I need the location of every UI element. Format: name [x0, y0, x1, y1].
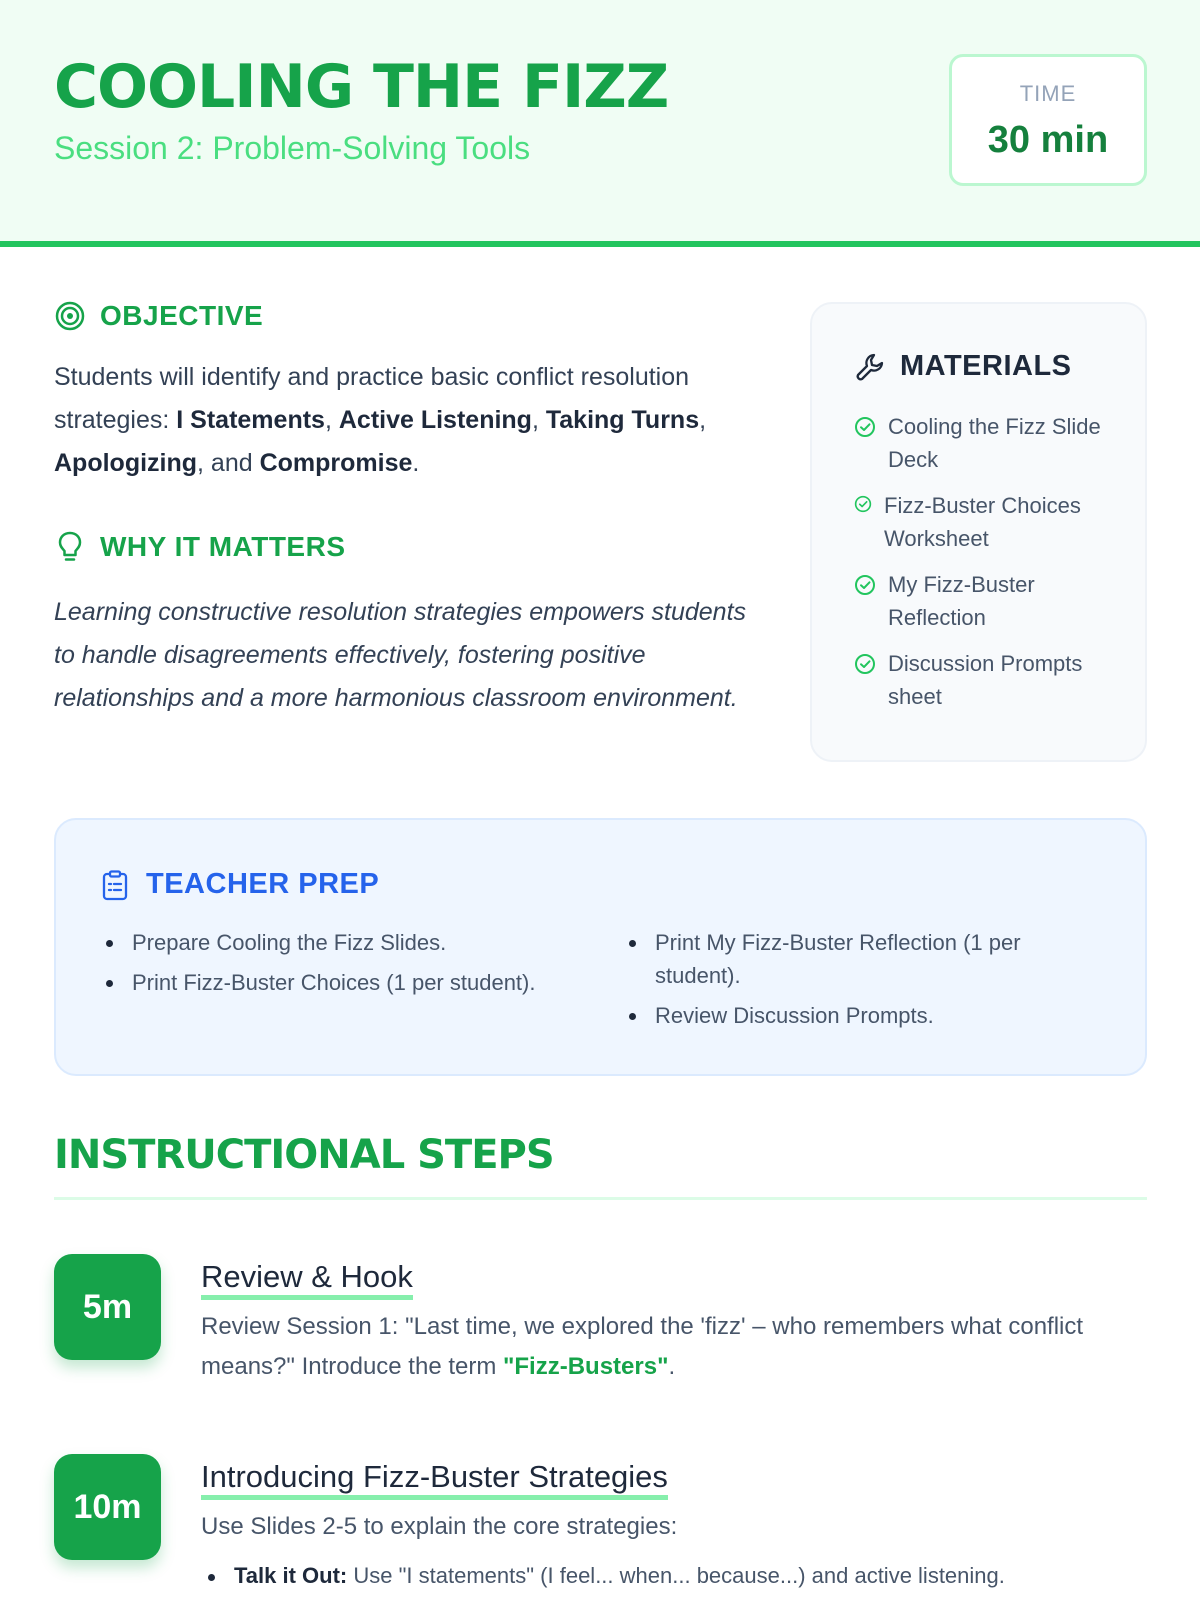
step-bullet-list	[201, 1561, 1141, 1591]
strategy-apologizing: Apologizing	[54, 449, 198, 477]
step-highlight: "Fizz-Busters"	[503, 1353, 669, 1380]
teacher-prep-heading	[100, 868, 379, 901]
materials-item	[854, 489, 1124, 555]
list-item: Review Discussion Prompts.	[625, 999, 1105, 1032]
materials-card	[810, 302, 1147, 762]
clipboard-icon	[100, 869, 130, 901]
strategy-i-statements: I Statements	[176, 406, 325, 434]
materials-item-label: My Fizz-Buster Reflection	[888, 572, 1035, 630]
list-item: Print My Fizz-Buster Reflection (1 per student).	[625, 926, 1105, 992]
check-circle-icon	[854, 574, 876, 596]
strategy-compromise: Compromise	[259, 449, 413, 477]
objective-heading	[54, 300, 263, 332]
step-description: Review Session 1: "Last time, we explored the 'fizz' – who remembers what conflict means?" Introduce the term "Fizz-Busters".	[201, 1313, 1084, 1380]
materials-heading	[854, 350, 1072, 383]
strategy-active-listening: Active Listening	[338, 406, 532, 434]
steps-heading: INSTRUCTIONAL STEPS	[54, 1132, 554, 1178]
objective-text: Students will identify and practice basic conflict resolution strategies: I Statements, Active Listening, Taking Turns, Apologizing, and Compromise.	[54, 363, 707, 477]
strategy-taking-turns: Taking Turns	[545, 406, 700, 434]
bullet-text: Use "I statements" (I feel... when... because...) and active listening.	[347, 1563, 1005, 1588]
step-duration-badge: 10m	[54, 1454, 161, 1560]
wrench-icon	[854, 351, 886, 383]
divider	[54, 1197, 1147, 1200]
page-header	[0, 0, 1200, 247]
step-title: Introducing Fizz-Buster Strategies	[201, 1460, 668, 1500]
step-description: Use Slides 2-5 to explain the core strategies:	[201, 1513, 678, 1540]
time-badge	[949, 54, 1147, 186]
list-item: Print Fizz-Buster Choices (1 per student).	[102, 966, 582, 999]
step-duration-badge: 5m	[54, 1254, 161, 1360]
target-icon	[54, 300, 86, 332]
materials-item	[854, 568, 1124, 634]
materials-item	[854, 410, 1124, 476]
lightbulb-icon	[54, 530, 86, 564]
check-circle-icon	[854, 416, 876, 438]
check-circle-icon	[854, 495, 872, 513]
time-label: TIME	[1019, 81, 1077, 106]
materials-list	[854, 410, 1124, 726]
time-value: 30 min	[987, 119, 1109, 161]
objective-heading-label: OBJECTIVE	[100, 300, 264, 331]
list-item	[201, 1561, 1141, 1591]
materials-heading-label: MATERIALS	[900, 350, 1072, 382]
teacher-prep-list-left	[102, 926, 582, 1006]
teacher-prep-heading-label: TEACHER PREP	[146, 868, 380, 900]
bullet-label: Talk it Out:	[234, 1563, 348, 1588]
teacher-prep-card	[54, 818, 1147, 1076]
why-heading	[54, 530, 346, 564]
list-item: Prepare Cooling the Fizz Slides.	[102, 926, 582, 959]
page-title: COOLING THE FIZZ	[54, 52, 669, 122]
why-text: Learning constructive resolution strategies empowers students to handle disagreements effectively, fostering positive relationships and a more harmonious classroom environment.	[54, 598, 747, 712]
materials-item-label: Discussion Prompts sheet	[888, 651, 1083, 709]
teacher-prep-list-right	[625, 926, 1105, 1039]
materials-item	[854, 647, 1124, 713]
why-heading-label: WHY IT MATTERS	[100, 531, 346, 562]
step-title: Review & Hook	[201, 1260, 413, 1300]
materials-item-label: Cooling the Fizz Slide Deck	[888, 414, 1101, 472]
check-circle-icon	[854, 653, 876, 675]
materials-item-label: Fizz-Buster Choices Worksheet	[884, 493, 1081, 551]
page-subtitle: Session 2: Problem-Solving Tools	[54, 130, 531, 166]
